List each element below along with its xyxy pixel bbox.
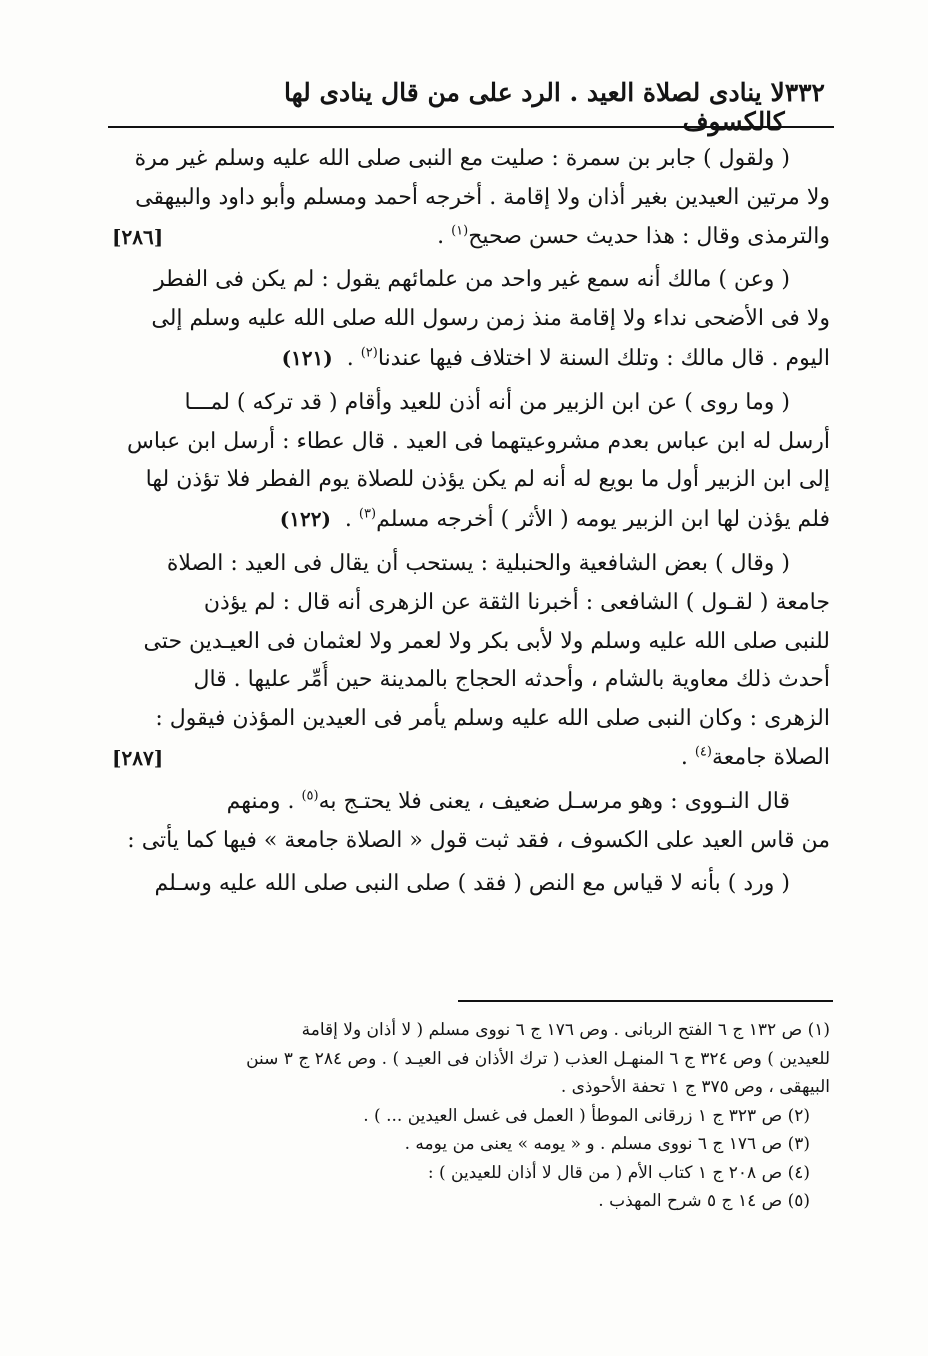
page-number: ٣٣٢ — [784, 78, 825, 107]
hadith-reference: [٢٨٦] — [112, 224, 164, 249]
footnote-line: البيهقى ، وص ٣٧٥ ج ١ تحفة الأحوذى . — [560, 1077, 830, 1097]
text-line: اليوم . قال مالك : وتلك السنة لا اختلاف فيها عندنا$^{(٢)}$ . (١٢١) — [281, 345, 830, 371]
footnotes — [116, 1016, 830, 1216]
paragraph-5 — [112, 783, 830, 861]
text-segment: الصلاة جامعة — [711, 744, 830, 770]
text-segment: . ومنهم — [226, 788, 295, 814]
paragraph-1 — [112, 140, 830, 256]
paragraph-6 — [112, 865, 830, 904]
footnote-2 — [116, 1102, 830, 1131]
text-line: الزهرى : وكان النبى صلى الله عليه وسلم يأمر فى العيدين المؤذن فيقول : — [155, 706, 830, 732]
text-line: جامعة ( لقـول ) الشافعى : أخبرنا الثقة عن الزهرى أنه قال : لم يؤذن — [203, 589, 830, 615]
footnote-1 — [116, 1016, 830, 1045]
footnote-text: ص ١٣٢ ج ٦ الفتح الربانى . وص ١٧٦ ج ٦ نووى مسلم ( لا أذان ولا إقامة — [301, 1020, 803, 1040]
footnote-rule — [458, 1000, 833, 1002]
footnote-5 — [116, 1187, 830, 1216]
footnote-mark: (١) — [807, 1020, 830, 1040]
text-line: أرسل له ابن عباس بعدم مشروعيتهما فى العيد . قال عطاء : أرسل ابن عباس — [126, 428, 830, 454]
footnote-4 — [116, 1159, 830, 1188]
hadith-reference: (١٢٢) — [279, 507, 331, 532]
text-line: [٢٨٧] الصلاة جامعة$^{(٤)}$ . — [112, 739, 830, 778]
text-line: ولا مرتين العيدين بغير أذان ولا إقامة . أخرجه أحمد ومسلم وأبو داود والبيهقى — [135, 184, 830, 210]
footnote-marker: (٣) — [358, 506, 377, 522]
footnote-marker: (٤) — [694, 744, 712, 760]
text-segment: قال النـووى : وهو مرسـل ضعيف ، يعنى فلا يحتـج به — [318, 788, 790, 814]
text-line: ( وما روى ) عن ابن الزبير من أنه أذن للعيد وأقام ( قد تركه ) لمـــا — [184, 389, 790, 415]
footnote-mark: (٥) — [787, 1191, 810, 1211]
text-segment: والترمذى وقال : هذا حديث حسن صحيح — [468, 223, 830, 249]
main-text — [112, 140, 830, 909]
footnote-mark: (٣) — [787, 1134, 810, 1154]
text-line: ( ورد ) بأنه لا قياس مع النص ( فقد ) صلى النبى صلى الله عليه وسـلم — [154, 871, 790, 897]
text-line: إلى ابن الزبير أول ما بويع له أنه لم يكن يؤذن للصلاة يوم الفطر فلا تؤذن لها — [145, 467, 830, 493]
running-title: لا ينادى لصلاة العيد . الرد على من قال ينادى لها كالكسوف — [284, 78, 785, 136]
text-line: فلم يؤذن لها ابن الزبير يومه ( الأثر ) أخرجه مسلم$^{(٣)}$ . (١٢٢) — [279, 506, 830, 533]
text-line — [112, 783, 830, 822]
footnote-marker: (٢) — [360, 345, 378, 361]
text-segment: اليوم . قال مالك : وتلك السنة لا اختلاف فيها عندنا — [377, 345, 830, 371]
text-segment: فلم يؤذن لها ابن الزبير يومه ( الأثر ) أخرجه مسلم — [376, 507, 830, 533]
header-rule — [108, 126, 834, 128]
footnote-text: ص ١٤ ج ٥ شرح المهذب . — [598, 1191, 783, 1211]
text-line: ولا فى الأضحى نداء ولا إقامة منذ زمن رسول الله صلى الله عليه وسلم إلى — [151, 306, 830, 332]
paragraph-4 — [112, 545, 830, 778]
footnote-marker: (٥) — [301, 788, 319, 804]
paragraph-2 — [112, 261, 830, 378]
footnote-line: للعيدين ) وص ٣٢٤ ج ٦ المنهـل العذب ( ترك الأذان فى العيـد ) . وص ٢٨٤ ج ٣ سنن — [246, 1048, 830, 1069]
footnote-marker: (١) — [451, 223, 469, 239]
text-line: ( ولقول ) جابر بن سمرة : صليت مع النبى صلى الله عليه وسلم غير مرة — [134, 146, 790, 171]
text-line: ( وقال ) بعض الشافعية والحنبلية : يستحب أن يقال فى العيد : الصلاة — [166, 550, 790, 576]
footnote-mark: (٢) — [787, 1105, 810, 1126]
text-line: [٢٨٦] والترمذى وقال : هذا حديث حسن صحيح$^{(١)}$ . — [112, 218, 830, 257]
text-line: من قاس العيد على الكسوف ، فقد ثبت قول « الصلاة جامعة » فيها كما يأتى : — [127, 827, 830, 853]
paragraph-3 — [112, 384, 830, 540]
text-line: أحدث ذلك معاوية بالشام ، وأحدثه الحجاج بالمدينة حين أُمِّر عليها . قال — [193, 667, 830, 693]
footnote-text: ص ١٧٦ ج ٦ نووى مسلم . و « يومه » يعنى من يومه . — [404, 1134, 783, 1154]
hadith-reference: (١٢١) — [281, 345, 333, 370]
text-line: ( وعن ) مالك أنه سمع غير واحد من علمائهم يقول : لم يكن فى الفطر — [154, 267, 790, 293]
footnote-text: ص ٢٠٨ ج ١ كتاب الأم ( من قال لا أذان للعيدين ) : — [427, 1162, 783, 1183]
footnote-mark: (٤) — [787, 1162, 810, 1183]
hadith-reference: [٢٨٧] — [112, 745, 164, 770]
footnote-text: ص ٣٢٣ ج ١ زرقانى الموطأ ( العمل فى غسل العيدين ... ) . — [363, 1105, 783, 1126]
footnote-3 — [116, 1130, 830, 1159]
text-line: للنبى صلى الله عليه وسلم ولا لأبى بكر ولا لعمر ولا لعثمان فى العيـدين حتى — [143, 628, 830, 654]
